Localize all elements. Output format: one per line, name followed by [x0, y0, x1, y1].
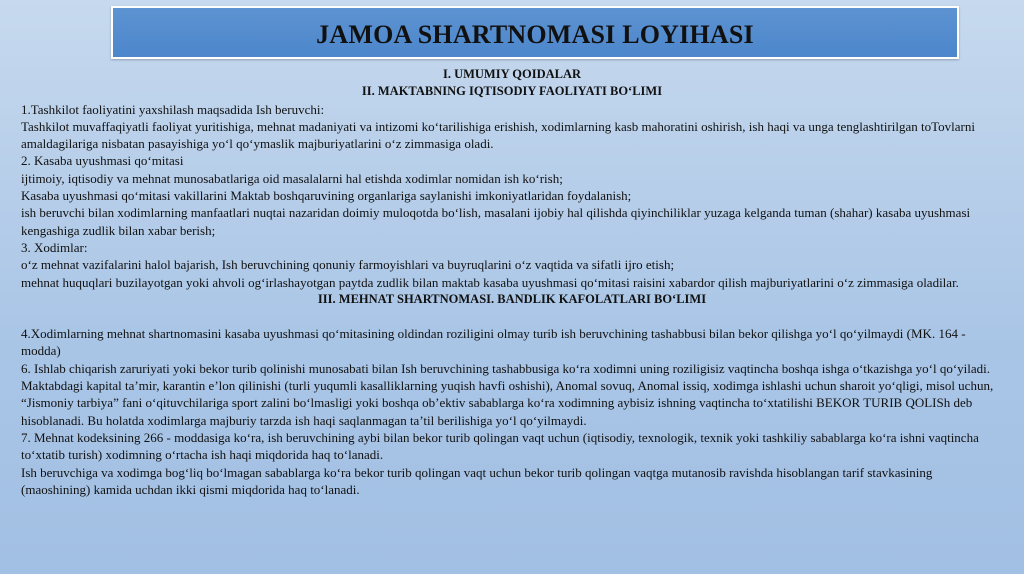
paragraph: Tashkilot muvaffaqiyatli faoliyat yuritishiga, mehnat madaniyati va intizomi ko‘tarilishiga erishish, xodimlarning kasb mahoratini oshirish, ish haqi va unga tenglashtirilgan toTovlarni amaldagilariga nisbatan pasayishiga yo‘l qo‘ymaslik majburiyatlarini o‘z zimmasiga oladi.: [21, 118, 975, 152]
paragraph: 7. Mehnat kodeksining 266 - moddasiga ko‘ra, ish beruvchining aybi bilan bekor turib qolingan vaqt uchun (iqtisodiy, texnologik, texnik yoki tashkiliy sabablarga ko‘ra ishni vaqtincha to‘xtatib turish) xodimning o‘rtacha ish haqi miqdorida haq to‘lanadi.: [21, 429, 979, 463]
paragraph: Kasaba uyushmasi qo‘mitasi vakillarini Maktab boshqaruvining organlariga saylanishi imkoniyatlaridan foydalanish;: [21, 188, 632, 204]
section-heading-1: I. UMUMIY QOIDALAR: [442, 67, 582, 81]
section-heading-2: II. MAKTABNING IQTISODIY FAOLIYATI BO‘LIMI: [361, 84, 663, 99]
spacer: [21, 308, 1003, 325]
slide-title: JAMOA SHARTNOMASI LOYIHASI: [316, 20, 754, 49]
paragraph: Maktabdagi kapital ta’mir, karantin e’lon qilinishi (turli yuqumli kasalliklarning yuqish havfi oshishi), Anomal sovuq, Anomal issiq, xodimga ishlashi uchun sharoit yo‘qligi, misol uchun, “Jismoniy tarbiya” fani o‘qituvchilariga sport zalini bo‘lmasligi yoki boshqa ob’ektiv sabablarga ko‘ra xodimning aybisiz ishning vaqtincha to‘xtatilishi BEKOR TURIB QOLISh deb hisoblanadi. Bu holatda xodimlarga majburiy tarzda ish haqi saqlanmagan ta’til berilishiga yo‘l qo‘yilmaydi.: [21, 378, 994, 428]
paragraph: 6. Ishlab chiqarish zaruriyati yoki bekor turib qolinishi munosabati bilan Ish beruvchining tashabbusiga ko‘ra xodimni uning roziligisiz vaqtincha boshqa ishga o‘tkazishga yo‘l qo‘yiladi.: [21, 360, 991, 376]
section-heading-3: III. MEHNAT SHARTNOMASI. BANDLIK KAFOLATLARI BO‘LIMI: [317, 291, 707, 306]
paragraph: 3. Xodimlar:: [21, 239, 88, 255]
slide-body: [21, 66, 1003, 498]
title-banner: [111, 6, 959, 59]
paragraph: Ish beruvchiga va xodimga bog‘liq bo‘lmagan sabablarga ko‘ra bekor turib qolingan vaqt uchun bekor turib qolingan vaqtga mutanosib ravishda hisoblangan tarif stavkasining (maoshining) kamida uchdan ikki qismi miqdorida haq to‘lanadi.: [21, 464, 933, 497]
paragraph: ijtimoiy, iqtisodiy va mehnat munosabatlariga oid masalalarni hal etishda xodimlar nomidan ish ko‘rish;: [21, 170, 563, 186]
paragraph: 2. Kasaba uyushmasi qo‘mitasi: [21, 153, 184, 169]
paragraph: 1.Tashkilot faoliyatini yaxshilash maqsadida Ish beruvchi:: [21, 101, 325, 117]
paragraph: mehnat huquqlari buzilayotgan yoki ahvoli og‘irlashayotgan paytda zudlik bilan maktab kasaba uyushmasi qo‘mitasi raisini xabardor qilish majburiyatlarini o‘z zimmasiga oladilar.: [21, 274, 959, 290]
paragraph: o‘z mehnat vazifalarini halol bajarish, Ish beruvchining qonuniy farmoyishlari va buyruqlarini o‘z vaqtida va sifatli ijro etish;: [21, 257, 675, 273]
paragraph: ish beruvchi bilan xodimlarning manfaatlari nuqtai nazaridan doimiy muloqotda bo‘lish, masalani ijobiy hal qilishda qiyinchiliklar yuzaga kelganda tuman (shahar) kasaba uyushmasi kengashiga zudlik bilan xabar berish;: [21, 205, 971, 238]
paragraph: 4.Xodimlarning mehnat shartnomasini kasaba uyushmasi qo‘mitasining oldindan roziligini olmay turib ish beruvchining tashabbusi bilan bekor qilishga yo‘l qo‘yilmaydi (MK. 164 - modda): [21, 326, 966, 359]
